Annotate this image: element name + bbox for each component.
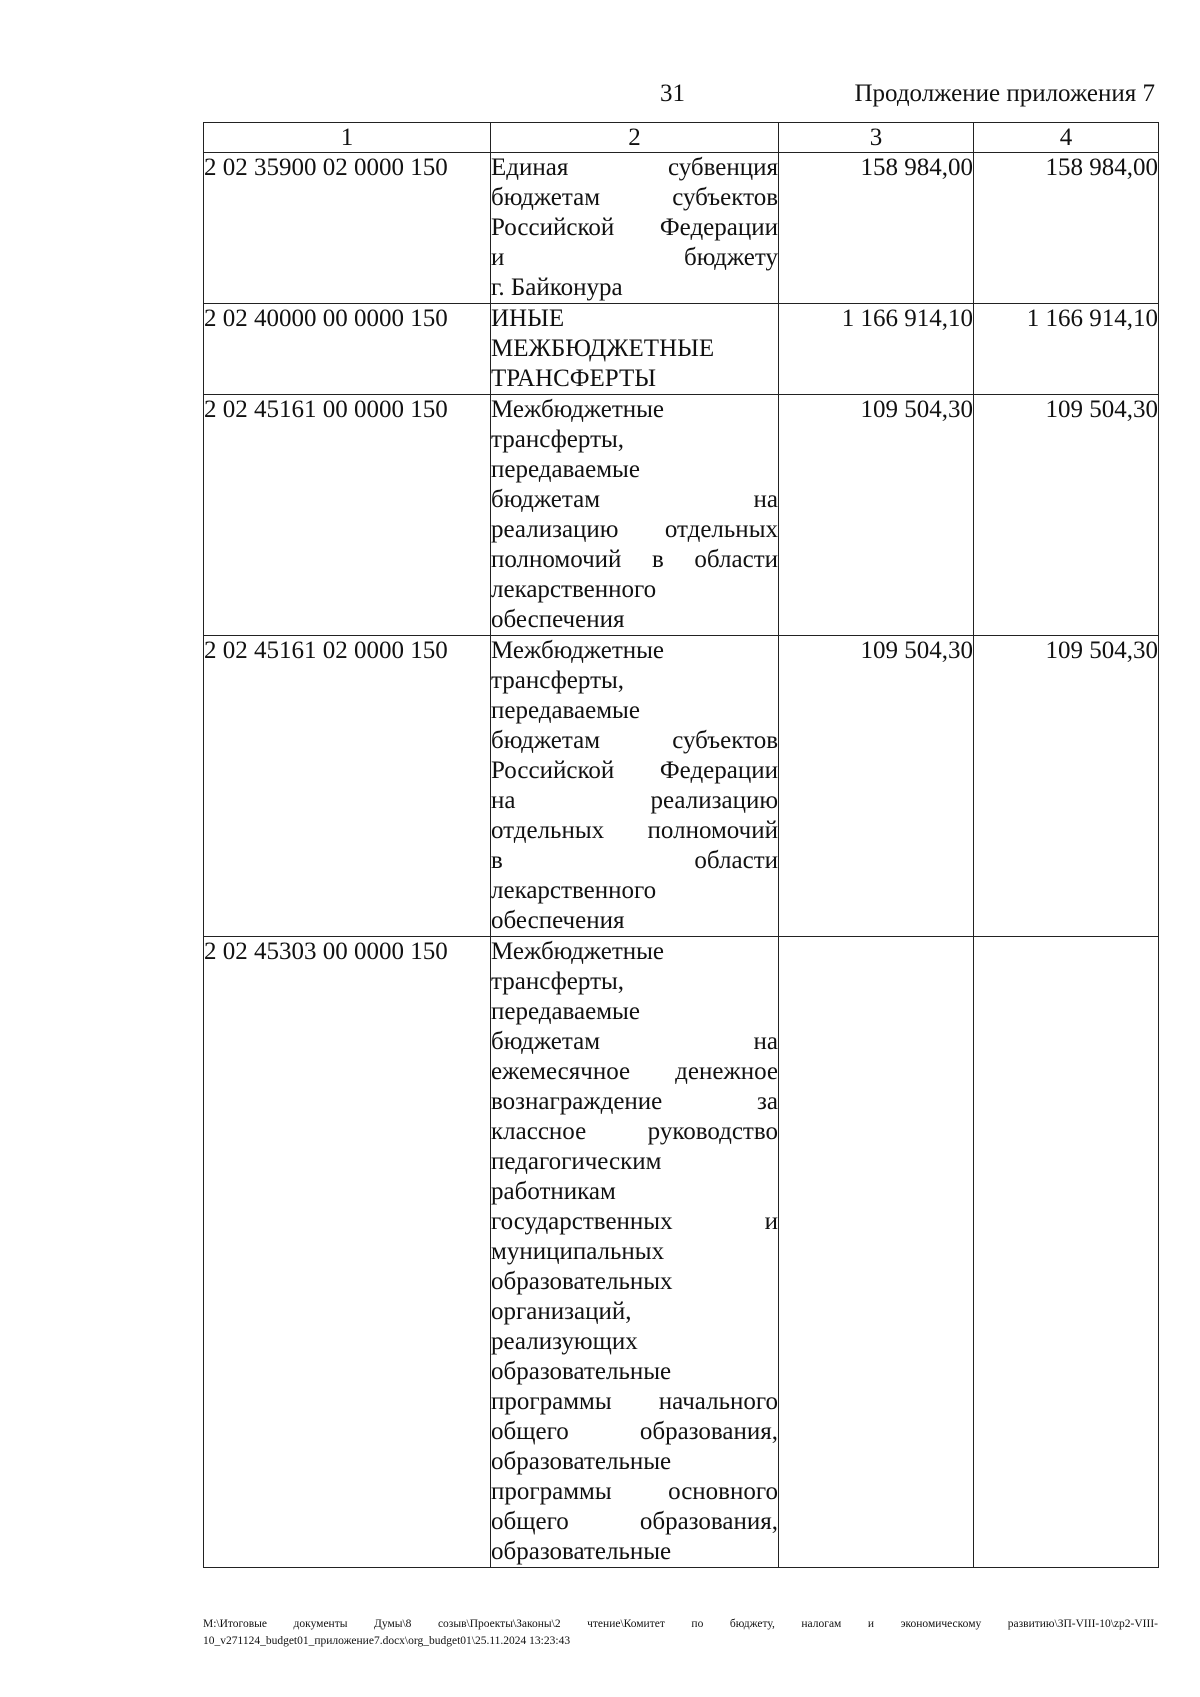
table-row bbox=[204, 636, 1159, 937]
description-line: реализующих bbox=[491, 1328, 638, 1355]
description-line: работникам bbox=[491, 1178, 616, 1205]
description-line: трансферты, bbox=[491, 968, 625, 995]
description-line: педагогическим bbox=[491, 1148, 662, 1175]
description-line: образовательных bbox=[491, 1268, 673, 1295]
description-cell bbox=[491, 636, 779, 937]
description-line: образовательные bbox=[491, 1358, 672, 1385]
description-line: программы начального bbox=[491, 1388, 778, 1415]
column-header-1: 1 bbox=[204, 123, 491, 153]
amount-col4-cell: 109 504,30 bbox=[974, 395, 1159, 636]
table-row bbox=[204, 395, 1159, 636]
amount-col4-cell bbox=[974, 937, 1159, 1568]
description-line: реализацию отдельных bbox=[491, 516, 778, 543]
budget-code-cell: 2 02 45161 02 0000 150 bbox=[204, 636, 491, 937]
description-line: бюджетам на bbox=[491, 1028, 778, 1055]
column-number-row bbox=[204, 123, 1159, 153]
description-line: Единая субвенция bbox=[491, 154, 778, 181]
description-line: трансферты, bbox=[491, 426, 625, 453]
description-cell bbox=[491, 153, 779, 304]
description-line: образовательные bbox=[491, 1448, 672, 1475]
amount-col4-cell: 109 504,30 bbox=[974, 636, 1159, 937]
amount-col4-cell: 158 984,00 bbox=[974, 153, 1159, 304]
description-line: классное руководство bbox=[491, 1118, 778, 1145]
description-cell bbox=[491, 395, 779, 636]
amount-col3-cell: 158 984,00 bbox=[779, 153, 974, 304]
description-line: на реализацию bbox=[491, 787, 778, 814]
description-line: Межбюджетные bbox=[491, 396, 665, 423]
description-line: бюджетам субъектов bbox=[491, 727, 778, 754]
description-line: в области bbox=[491, 847, 778, 874]
file-path-footer: M:\Итоговые документы Думы\8 созыв\Проекты\Законы\2 чтение\Комитет по бюджету, налогам и экономическому развитию\ЗП-VIII-10\zp2-VIII-10_v271124_budget01_приложение7.docx\org_budget01\25.11.2024 13:23:43 bbox=[203, 1618, 1158, 1647]
description-line: г. Байконура bbox=[491, 274, 623, 301]
budget-code-cell: 2 02 40000 00 0000 150 bbox=[204, 304, 491, 395]
description-line: вознаграждение за bbox=[491, 1088, 778, 1115]
description-line: МЕЖБЮДЖЕТНЫЕ bbox=[491, 335, 715, 362]
description-line: отдельных полномочий bbox=[491, 817, 778, 844]
description-line: лекарственного bbox=[491, 877, 657, 904]
description-line: ежемесячное денежное bbox=[491, 1058, 778, 1085]
amount-col3-cell bbox=[779, 937, 974, 1568]
amount-col3-cell: 109 504,30 bbox=[779, 395, 974, 636]
amount-col4-cell: 1 166 914,10 bbox=[974, 304, 1159, 395]
description-line: передаваемые bbox=[491, 697, 640, 724]
description-line: ИНЫЕ bbox=[491, 305, 565, 332]
appendix-continuation-label: Продолжение приложения 7 bbox=[854, 80, 1155, 107]
description-cell bbox=[491, 304, 779, 395]
description-line: образовательные bbox=[491, 1538, 672, 1565]
budget-code-cell: 2 02 35900 02 0000 150 bbox=[204, 153, 491, 304]
column-header-4: 4 bbox=[974, 123, 1159, 153]
page-number: 31 bbox=[660, 80, 685, 107]
description-line: бюджетам на bbox=[491, 486, 778, 513]
description-line: обеспечения bbox=[491, 907, 625, 934]
table-row bbox=[204, 153, 1159, 304]
description-line: Межбюджетные bbox=[491, 637, 665, 664]
amount-col3-cell: 109 504,30 bbox=[779, 636, 974, 937]
budget-code-cell: 2 02 45161 00 0000 150 bbox=[204, 395, 491, 636]
description-line: ТРАНСФЕРТЫ bbox=[491, 365, 657, 392]
description-line: общего образования, bbox=[491, 1418, 778, 1445]
description-line: передаваемые bbox=[491, 998, 640, 1025]
table-row bbox=[204, 304, 1159, 395]
description-line: полномочий в области bbox=[491, 546, 778, 573]
description-line: трансферты, bbox=[491, 667, 625, 694]
budget-code-cell: 2 02 45303 00 0000 150 bbox=[204, 937, 491, 1568]
description-line: Российской Федерации bbox=[491, 214, 778, 241]
description-line: программы основного bbox=[491, 1478, 778, 1505]
column-header-2: 2 bbox=[491, 123, 779, 153]
description-line: обеспечения bbox=[491, 606, 625, 633]
description-line: организаций, bbox=[491, 1298, 632, 1325]
column-header-3: 3 bbox=[779, 123, 974, 153]
table-row bbox=[204, 937, 1159, 1568]
description-line: Российской Федерации bbox=[491, 757, 778, 784]
description-line: и бюджету bbox=[491, 244, 778, 271]
description-line: бюджетам субъектов bbox=[491, 184, 778, 211]
description-line: лекарственного bbox=[491, 576, 657, 603]
budget-table bbox=[203, 122, 1159, 1568]
description-line: муниципальных bbox=[491, 1238, 665, 1265]
description-cell bbox=[491, 937, 779, 1568]
description-line: общего образования, bbox=[491, 1508, 778, 1535]
amount-col3-cell: 1 166 914,10 bbox=[779, 304, 974, 395]
description-line: Межбюджетные bbox=[491, 938, 665, 965]
description-line: передаваемые bbox=[491, 456, 640, 483]
description-line: государственных и bbox=[491, 1208, 778, 1235]
